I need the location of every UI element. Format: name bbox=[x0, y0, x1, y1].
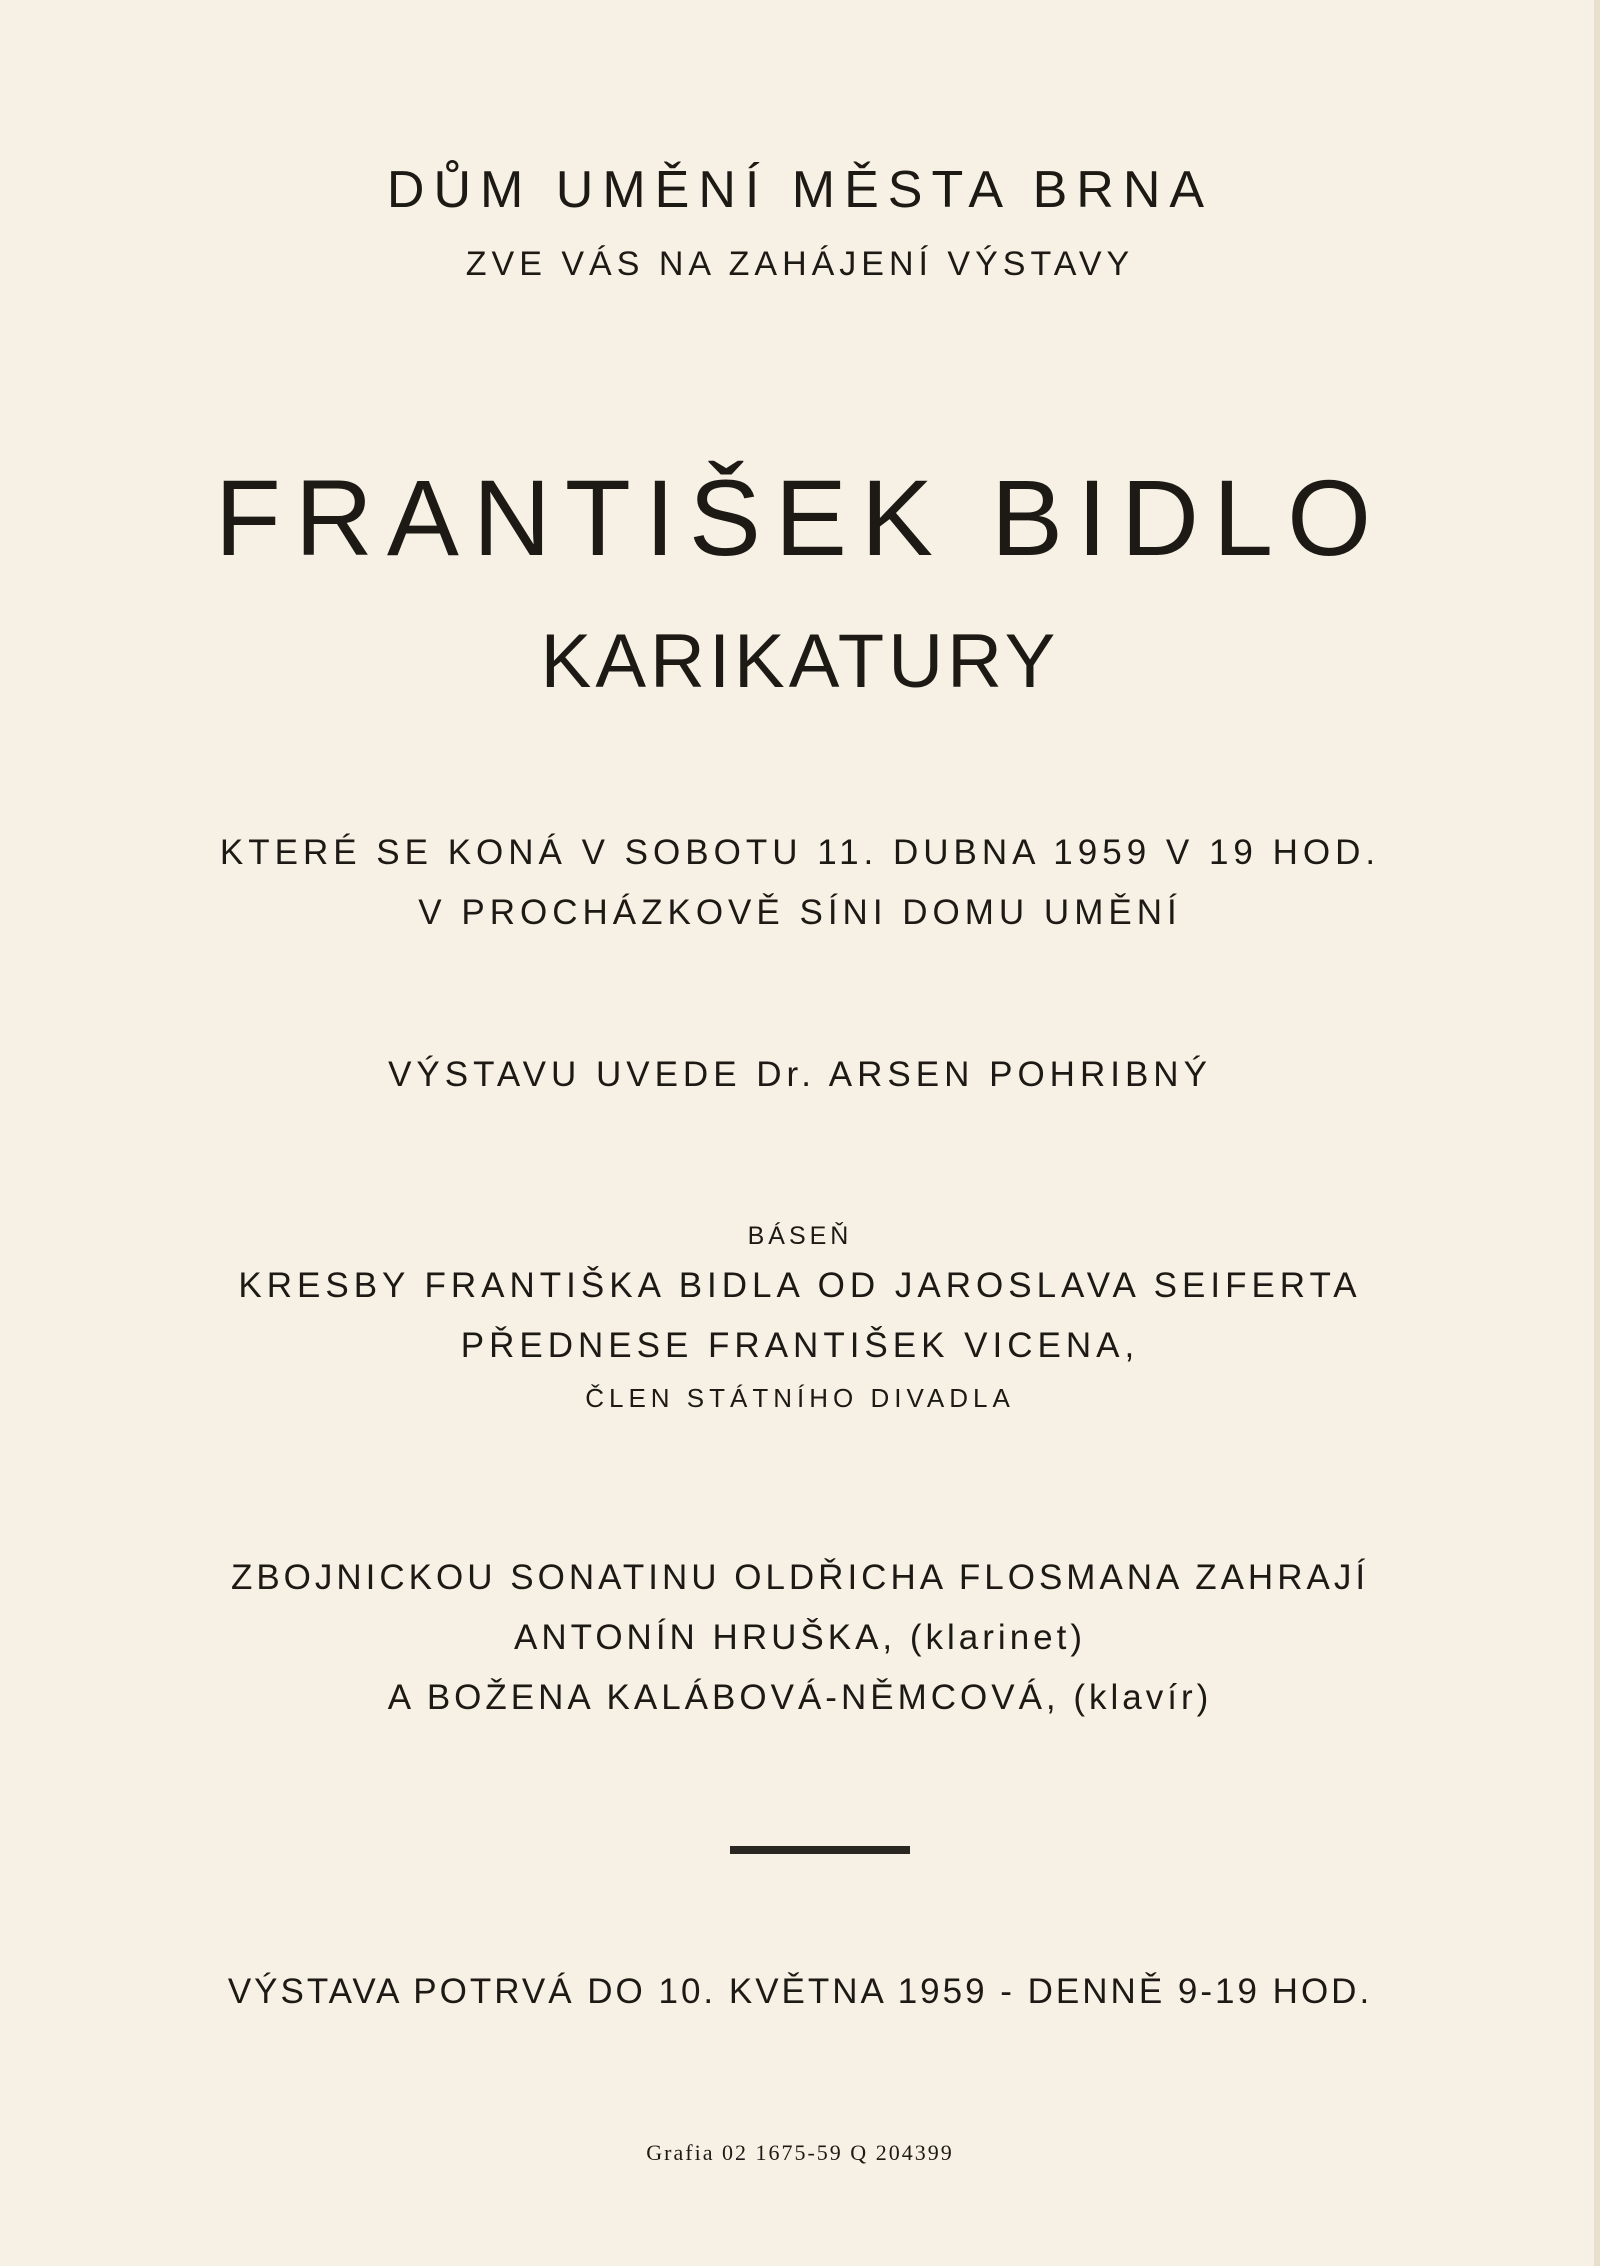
exhibition-duration: VÝSTAVA POTRVÁ DO 10. KVĚTNA 1959 - DENNĚ 9-19 HOD. bbox=[227, 1972, 1373, 2011]
opening-date: KTERÉ SE KONÁ V SOBOTU 11. DUBNA 1959 V 19 HOD. bbox=[219, 833, 1381, 872]
introduction-speaker: VÝSTAVU UVEDE Dr. ARSEN POHRIBNÝ bbox=[388, 1055, 1212, 1094]
artist-name: FRANTIŠEK BIDLO bbox=[214, 457, 1386, 578]
exhibition-subtitle: KARIKATURY bbox=[540, 619, 1060, 704]
divider-rule bbox=[730, 1846, 910, 1854]
poem-heading: BÁSEŇ bbox=[747, 1222, 853, 1250]
host-institution: DŮM UMĚNÍ MĚSTA BRNA bbox=[386, 161, 1214, 219]
poem-line-3: ČLEN STÁTNÍHO DIVADLA bbox=[585, 1383, 1015, 1413]
invitation-text: ZVE VÁS NA ZAHÁJENÍ VÝSTAVY bbox=[465, 245, 1135, 283]
music-line-2: ANTONÍN HRUŠKA, (klarinet) bbox=[513, 1618, 1087, 1657]
printer-imprint: Grafia 02 1675-59 Q 204399 bbox=[646, 2140, 954, 2165]
music-line-3: A BOŽENA KALÁBOVÁ-NĚMCOVÁ, (klavír) bbox=[387, 1678, 1213, 1717]
music-line-1: ZBOJNICKOU SONATINU OLDŘICHA FLOSMANA ZAHRAJÍ bbox=[230, 1558, 1370, 1597]
opening-venue: V PROCHÁZKOVĚ SÍNI DOMU UMĚNÍ bbox=[418, 893, 1182, 932]
poem-line-2: PŘEDNESE FRANTIŠEK VICENA, bbox=[460, 1326, 1140, 1365]
poem-line-1: KRESBY FRANTIŠKA BIDLA OD JAROSLAVA SEIFERTA bbox=[238, 1266, 1362, 1305]
